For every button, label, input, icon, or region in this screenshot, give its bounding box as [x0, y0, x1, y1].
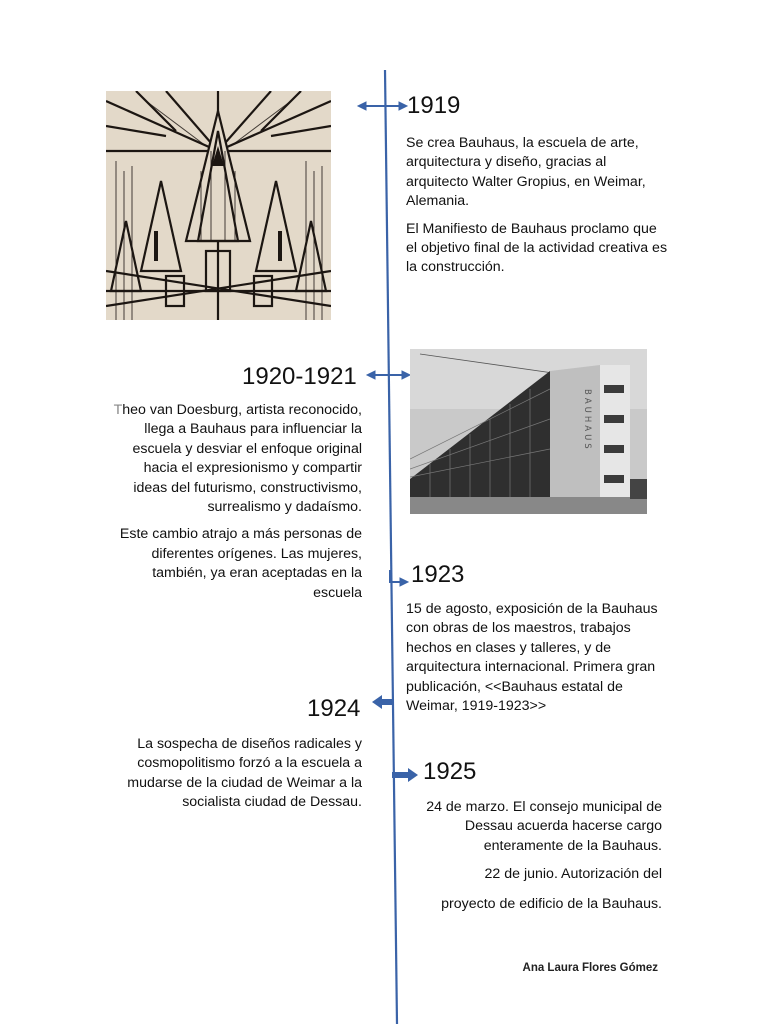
arrow-1925 [392, 768, 418, 782]
bauhaus-building-photo [410, 349, 647, 514]
event-1919-paragraph-2: El Manifiesto de Bauhaus proclamo que el objetivo final de la actividad creativa es la construcción. [406, 220, 668, 276]
event-1920-paragraph-1 [112, 401, 362, 517]
year-1923: 1923 [411, 561, 465, 588]
building-sign: BAUHAUS [582, 389, 592, 452]
year-1919: 1919 [407, 92, 461, 119]
event-1924-paragraph-1: La sospecha de diseños radicales y cosmopolitismo forzó a la escuela a mudarse de la ciudad de Weimar a la socialista ciudad de Dessau. [127, 736, 362, 811]
event-1920-text [112, 401, 362, 603]
event-1925-text [405, 798, 662, 914]
event-1925-paragraph-3: proyecto de edificio de la Bauhaus. [441, 895, 662, 912]
event-1920-paragraph-1-rest: heo van Doesburg, artista reconocido, llega a Bauhaus para influenciar la escuela y desviar el enfoque original hacia el expresionismo y compartir ideas del futurismo, constructivismo, surrealismo y dadaísmo. [122, 402, 362, 516]
event-1924-text [108, 735, 362, 813]
timeline-line [385, 70, 397, 1024]
event-1923-text [406, 600, 666, 716]
year-1925: 1925 [423, 758, 477, 785]
year-1924: 1924 [307, 695, 361, 722]
arrow-1919 [358, 102, 407, 110]
event-1919-paragraph-1: Se crea Bauhaus, la escuela de arte, arquitectura y diseño, gracias al arquitecto Walter Gropius, en Weimar, Alemania. [406, 135, 646, 210]
event-1925-paragraph-2: 22 de junio. Autorización del [484, 866, 662, 883]
event-1919-text [406, 134, 668, 278]
arrow-1924 [372, 695, 394, 709]
author-name: Ana Laura Flores Gómez [522, 962, 658, 974]
event-1920-paragraph-2: Este cambio atrajo a más personas de diferentes orígenes. Las mujeres, también, ya eran aceptadas en la escuela [119, 526, 362, 601]
arrow-1923 [390, 570, 408, 586]
cathedral-woodcut-image [106, 91, 331, 320]
drop-initial: T [113, 402, 123, 418]
event-1923-paragraph-1: 15 de agosto, exposición de la Bauhaus con obras de los maestros, trabajos hechos en clases y talleres, y de arquitectura internacional. Primera gran publicación, <<Bauhaus estatal de Weimar, 1919-1923>> [406, 601, 658, 715]
event-1925-paragraph-1: 24 de marzo. El consejo municipal de Dessau acuerda hacerse cargo enteramente de la Bauhaus. [426, 799, 662, 854]
year-1920-1921: 1920-1921 [242, 363, 357, 390]
